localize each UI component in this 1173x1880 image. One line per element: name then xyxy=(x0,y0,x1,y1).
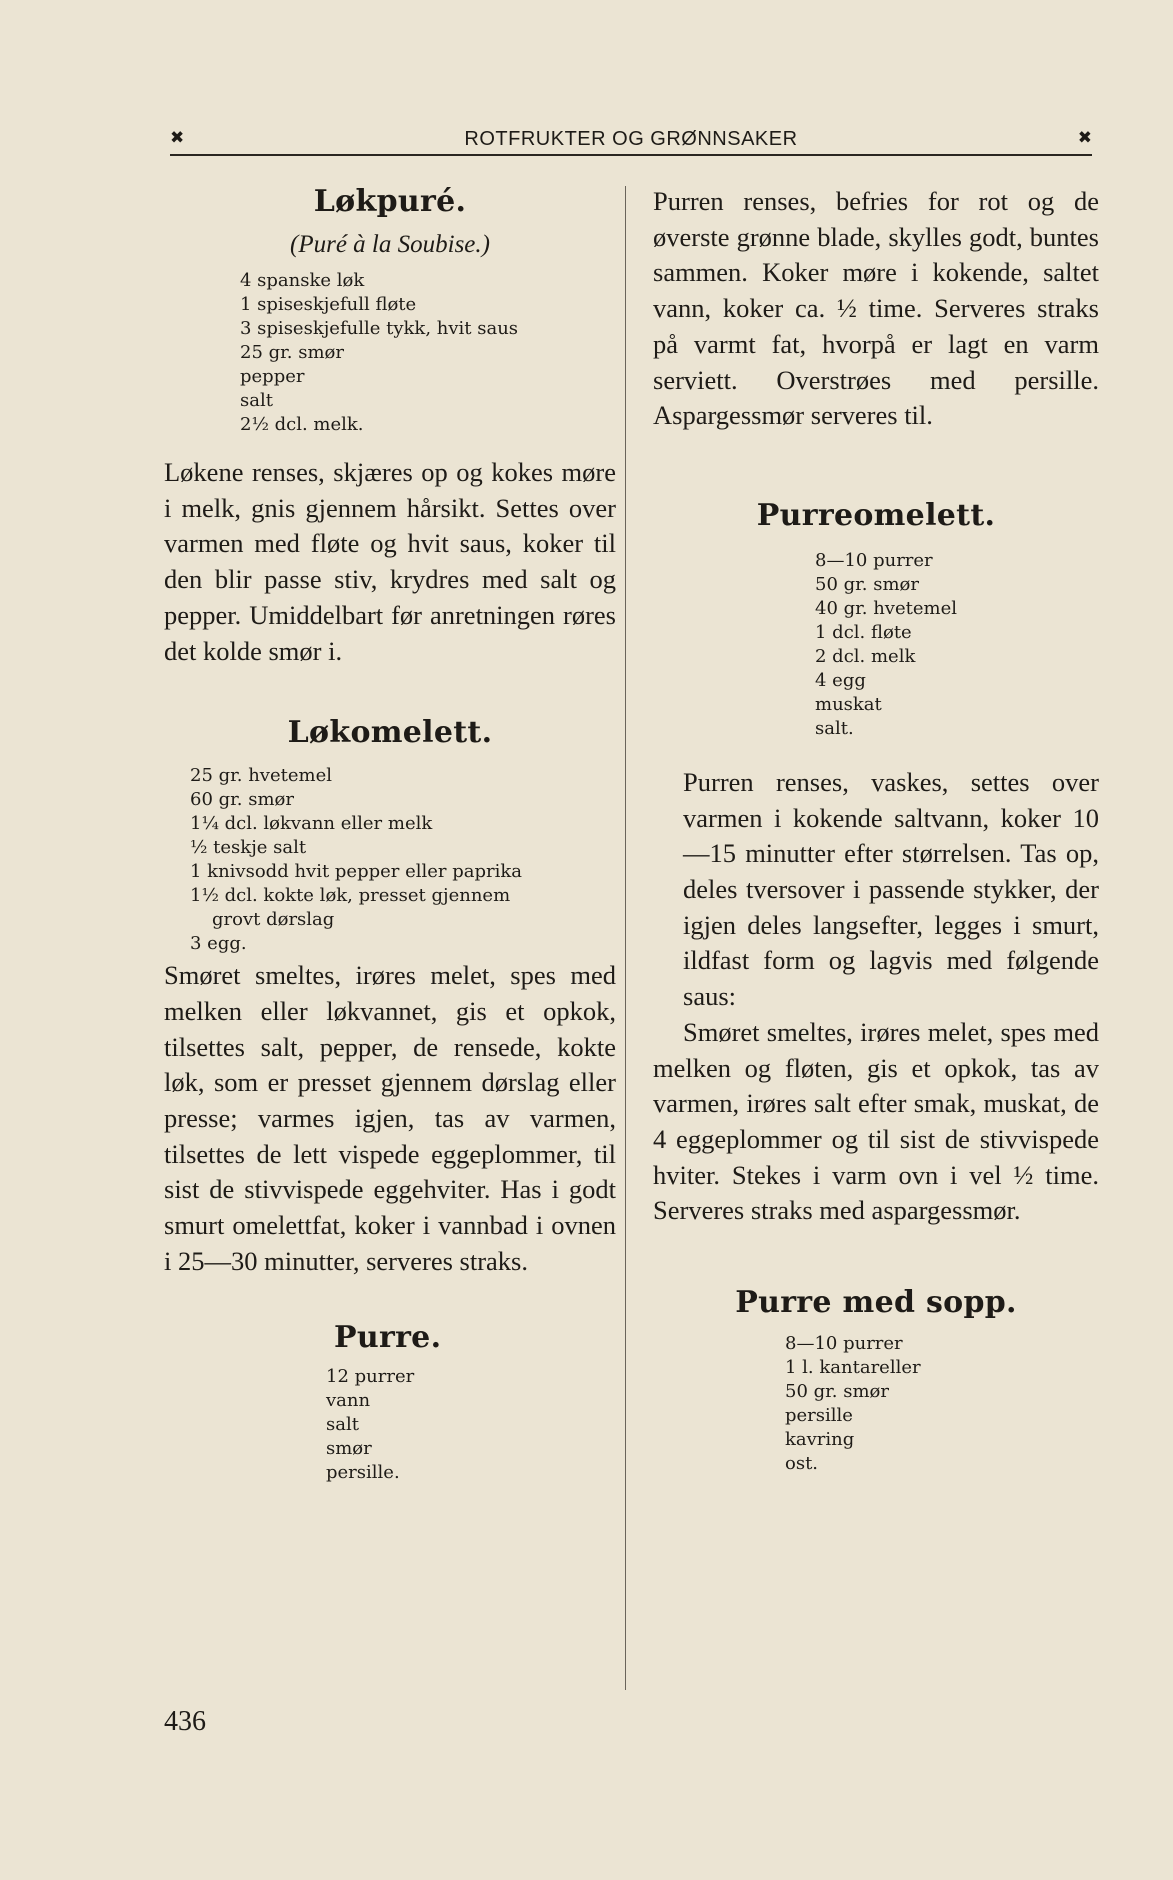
right-column xyxy=(653,184,1099,1476)
ingredient: 8—10 purrer xyxy=(815,549,933,571)
ingredient: 1 knivsodd hvit pepper eller paprika xyxy=(190,861,523,883)
running-title: ROTFRUKTER OG GRØNNSAKER xyxy=(464,128,798,150)
ingredient-list xyxy=(326,1365,616,1485)
recipe-title: Purre. xyxy=(334,1319,442,1355)
ingredient: 60 gr. smør xyxy=(190,789,294,811)
ingredient: salt xyxy=(240,390,273,411)
ingredient: 50 gr. smør xyxy=(815,573,919,595)
ornament-left-icon: ✖ xyxy=(170,128,185,148)
recipe-title: Purreomelett. xyxy=(756,497,996,533)
ingredient-list xyxy=(190,764,616,956)
ingredient: 3 egg. xyxy=(190,933,247,955)
recipe-title: Løkpuré. xyxy=(313,184,467,219)
ingredient: ½ teskje salt xyxy=(190,837,307,859)
ingredient: pepper xyxy=(240,366,305,387)
ingredient: salt xyxy=(326,1413,359,1435)
ornament-right-icon: ✖ xyxy=(1077,128,1092,148)
recipe-purre-med-sopp xyxy=(653,1285,1099,1476)
ingredient: salt. xyxy=(815,717,854,739)
ingredient: 1½ dcl. kokte løk, presset gjennem xyxy=(190,885,511,907)
ingredient: 2 dcl. melk xyxy=(815,645,916,667)
page-number: 436 xyxy=(164,1706,206,1737)
ingredient: vann xyxy=(326,1389,371,1411)
ingredient: 1 dcl. fløte xyxy=(815,621,912,643)
ingredient: 1 l. kantareller xyxy=(785,1357,921,1379)
recipe-lokpure xyxy=(164,184,616,669)
ingredient-list xyxy=(240,269,616,437)
ingredient: kavring xyxy=(785,1429,855,1451)
ingredient: 4 spanske løk xyxy=(240,270,365,291)
ingredient: 25 gr. smør xyxy=(240,342,344,363)
recipe-lokomelett xyxy=(164,715,616,1279)
ingredient: muskat xyxy=(815,693,882,715)
recipe-title: Purre med sopp. xyxy=(735,1285,1017,1321)
ingredient: smør xyxy=(326,1437,372,1459)
ingredient: 3 spiseskjefulle tykk, hvit saus xyxy=(240,318,519,339)
running-header xyxy=(170,124,1092,156)
recipe-title: Løkomelett. xyxy=(287,715,493,751)
recipe-purre xyxy=(164,1320,616,1485)
ingredient-list xyxy=(815,549,1099,741)
recipe-text: Smøret smeltes, irøres melet, spes med melken eller løkvannet, gis et opkok, tilsettes salt, pepper, de rensede, kokte løk, som er presset gjennem dørslag eller presse; varmes igjen, tas av varmen, tilsettes de lett vispede eggeplommer, til sist de stivvispede eggehviter. Has i godt smurt omelettfat, koker i vannbad i ovnen i 25—30 minutter, serveres straks. xyxy=(164,960,616,1276)
recipe-text: Smøret smeltes, irøres melet, spes med melken og fløten, gis et opkok, tas av varmen, irøres salt efter smak, muskat, de 4 eggeplommer og til sist de stivvispede hviter. Stekes i varm ovn i vel ½ time. Serveres straks med aspargessmør. xyxy=(653,1016,1099,1226)
ingredient: 2½ dcl. melk. xyxy=(240,414,364,435)
ingredient: 1¼ dcl. løkvann eller melk xyxy=(190,813,433,835)
recipe-text: Purren renses, vaskes, settes over varmen i kokende saltvann, koker 10—15 minutter efter størrelsen. Tas op, deles tversover i passende stykker, der igjen deles langsefter, legges i smurt, ildfast form og lagvis med følgende saus: xyxy=(683,766,1099,1012)
ingredient: 40 gr. hvetemel xyxy=(815,597,957,619)
ingredient: grovt dørslag xyxy=(212,909,335,931)
ingredient: 4 egg xyxy=(815,669,866,691)
recipe-purreomelett xyxy=(653,498,1099,1229)
ingredient: ost. xyxy=(785,1453,819,1475)
ingredient: 1 spiseskjefull fløte xyxy=(240,294,417,315)
ingredient: 50 gr. smør xyxy=(785,1381,889,1403)
ingredient: 12 purrer xyxy=(326,1365,415,1387)
ingredient-list xyxy=(785,1332,1099,1476)
ingredient: persille xyxy=(785,1405,853,1427)
ingredient: 25 gr. hvetemel xyxy=(190,765,332,787)
recipe-subtitle: (Puré à la Soubise.) xyxy=(290,231,490,258)
recipe-text: Purren renses, befries for rot og de øverste grønne blade, skylles godt, buntes sammen. Koker møre i kokende, saltet vann, koker ca. ½ time. Serveres straks på varmt fat, hvorpå er lagt en varm serviett. Overstrøes med persille. Aspargessmør serveres til. xyxy=(653,186,1099,431)
recipe-text: Løkene renses, skjæres op og kokes møre i melk, gnis gjennem hårsikt. Settes over varmen med fløte og hvit saus, koker til den blir passe stiv, krydres med salt og pepper. Umiddelbart før anretningen røres det kolde smør i. xyxy=(164,457,616,666)
left-column xyxy=(164,184,616,1485)
column-divider xyxy=(625,186,626,1690)
ingredient: 8—10 purrer xyxy=(785,1333,903,1355)
ingredient: persille. xyxy=(326,1461,400,1483)
